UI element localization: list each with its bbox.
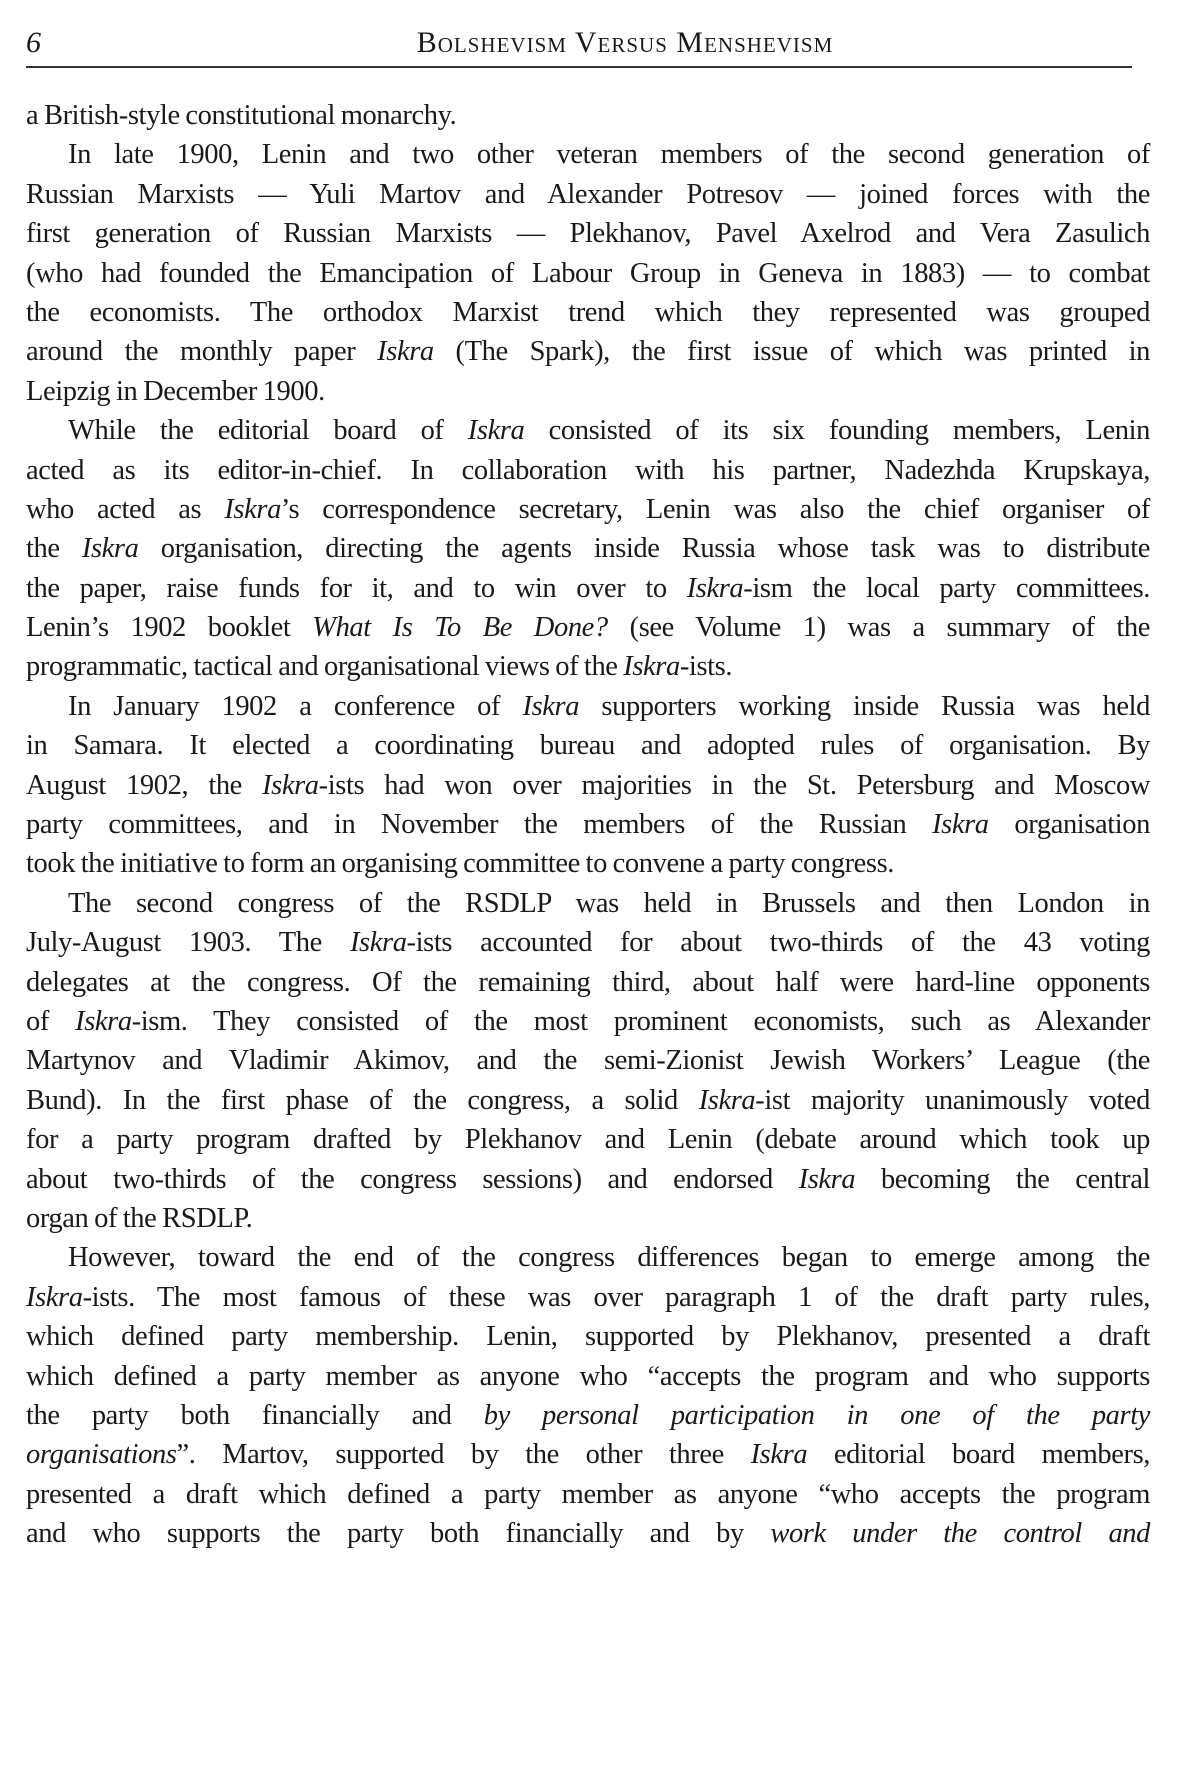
text-line: [26, 647, 1150, 686]
text-line: [26, 175, 1150, 214]
text-segment: delegates at the congress. Of the remaining third, about half were hard-line opponents: [26, 966, 1150, 998]
text-segment: Russian Marxists — Yuli Martov and Alexander Potresov — joined forces with the: [26, 178, 1150, 210]
text-line: [26, 923, 1150, 962]
text-line: [26, 844, 1150, 883]
text-segment: of: [26, 1005, 76, 1037]
text-segment: who acted as: [26, 493, 225, 525]
text-line: [26, 1120, 1150, 1159]
italic-text: work under the control and: [770, 1518, 1150, 1550]
text-segment: which defined party membership. Lenin, supported by Plekhanov, presented a draft: [26, 1321, 1150, 1353]
paragraph-first-line: [26, 1238, 1150, 1277]
text-line: [26, 529, 1150, 568]
text-line: [26, 1199, 1150, 1238]
text-segment: July-August 1903. The: [26, 927, 350, 959]
text-line: [26, 1081, 1150, 1120]
text-segment: a British-style constitutional monarchy.: [26, 100, 457, 131]
running-head: [24, 22, 1156, 64]
italic-text: Iskra: [750, 1439, 808, 1471]
text-line: [26, 1041, 1150, 1080]
text-line: [26, 805, 1150, 844]
italic-text: Iskra: [224, 493, 281, 525]
paragraph-first-line: [26, 135, 1150, 174]
text-segment: presented a draft which defined a party member as anyone “who accepts the program: [26, 1478, 1150, 1510]
text-segment: in Samara. It elected a coordinating bureau and adopted rules of organisation. By: [26, 730, 1150, 762]
text-line: [26, 1396, 1150, 1435]
text-line: [26, 332, 1150, 371]
text-line: [26, 372, 1150, 411]
text-segment: -ist majority unanimously voted: [755, 1084, 1150, 1116]
text-segment: organisation, directing the agents inside Russia whose task was to distribute: [138, 533, 1150, 565]
text-line: [26, 1435, 1150, 1474]
italic-text: Iskra: [349, 927, 407, 959]
header-rule: [26, 66, 1132, 68]
text-line: [26, 569, 1150, 608]
text-segment: about two-thirds of the congress sessions) and endorsed: [26, 1163, 799, 1195]
italic-text: Iskra: [686, 572, 744, 604]
italic-text: Iskra: [81, 533, 139, 565]
running-title: Bolshevism Versus Menshevism: [416, 26, 834, 59]
text-segment: (who had founded the Emancipation of Labour Group in Geneva in 1883) — to combat: [26, 257, 1150, 289]
paragraph-first-line: [26, 884, 1150, 923]
italic-text: Iskra: [377, 336, 434, 368]
italic-text: Iskra: [698, 1084, 756, 1116]
text-segment: -ists accounted for about two-thirds of the 43 voting: [406, 927, 1150, 959]
text-segment: the economists. The orthodox Marxist trend which they represented was grouped: [26, 296, 1150, 328]
text-line: [26, 1357, 1150, 1396]
text-line: [26, 1278, 1150, 1317]
text-segment: and who supports the party both financially and by: [26, 1518, 771, 1550]
text-line: [26, 766, 1150, 805]
italic-text: organisations: [26, 1439, 177, 1471]
text-segment: ’s correspondence secretary, Lenin was also the chief organiser of: [280, 493, 1150, 525]
italic-text: Iskra: [932, 809, 989, 841]
text-segment: organisation: [988, 809, 1150, 841]
text-segment: organ of the RSDLP.: [26, 1202, 253, 1234]
page-number: 6: [26, 26, 41, 59]
text-line: [26, 254, 1150, 293]
text-line: [26, 963, 1150, 1002]
text-segment: the paper, raise funds for it, and to win over to: [26, 572, 687, 604]
text-segment: first generation of Russian Marxists — Plekhanov, Pavel Axelrod and Vera Zasulich: [26, 218, 1150, 250]
italic-text: Iskra: [798, 1163, 856, 1195]
italic-text: by personal participation in one of the party: [483, 1399, 1150, 1431]
text-segment: took the initiative to form an organising committee to convene a party congress.: [26, 848, 895, 880]
text-segment: August 1902, the: [26, 769, 263, 801]
text-segment: the: [26, 533, 82, 565]
text-line: [26, 1002, 1150, 1041]
text-segment: acted as its editor-in-chief. In collaboration with his partner, Nadezhda Krupskaya,: [26, 454, 1150, 486]
italic-text: Iskra: [262, 769, 319, 801]
text-segment: (see Volume 1) was a summary of the: [607, 612, 1150, 644]
italic-text: Iskra: [467, 415, 525, 447]
text-line: [26, 1160, 1150, 1199]
text-segment: In January 1902 a conference of: [68, 690, 523, 722]
text-segment: The second congress of the RSDLP was held in Brussels and then London in: [68, 887, 1150, 919]
text-segment: Bund). In the first phase of the congress, a solid: [26, 1084, 699, 1116]
text-line: [26, 490, 1150, 529]
text-line: [26, 293, 1150, 332]
text-segment: which defined a party member as anyone who “accepts the program and who supports: [26, 1360, 1150, 1392]
text-segment: for a party program drafted by Plekhanov and Lenin (debate around which took up: [26, 1124, 1150, 1156]
text-segment: becoming the central: [855, 1163, 1150, 1195]
text-segment: around the monthly paper: [26, 336, 378, 368]
text-line: [26, 1475, 1150, 1514]
text-segment: -ists had won over majorities in the St. Petersburg and Moscow: [318, 769, 1151, 801]
text-line: [26, 608, 1150, 647]
text-line: [26, 214, 1150, 253]
text-line: [26, 1514, 1150, 1553]
text-line: [26, 1317, 1150, 1356]
text-segment: Martynov and Vladimir Akimov, and the semi-Zionist Jewish Workers’ League (the: [26, 1045, 1150, 1077]
paragraph-first-line: [26, 687, 1150, 726]
text-segment: programmatic, tactical and organisational views of the: [26, 651, 624, 683]
text-line: [26, 726, 1150, 765]
text-segment: -ism. They consisted of the most prominent economists, such as Alexander: [131, 1005, 1150, 1037]
body-text: [26, 96, 1150, 1553]
paragraph-first-line: [26, 411, 1150, 450]
text-segment: -ists.: [679, 651, 733, 683]
text-segment: While the editorial board of: [68, 415, 468, 447]
text-segment: supporters working inside Russia was held: [579, 690, 1150, 722]
text-segment: In late 1900, Lenin and two other veteran members of the second generation of: [68, 139, 1150, 171]
text-segment: However, toward the end of the congress differences began to emerge among the: [68, 1242, 1150, 1274]
text-segment: Leipzig in December 1900.: [26, 375, 325, 407]
text-segment: editorial board members,: [807, 1439, 1150, 1471]
italic-text: Iskra: [522, 690, 580, 722]
italic-text: Iskra: [26, 1281, 83, 1313]
text-segment: party committees, and in November the members of the Russian: [26, 809, 933, 841]
italic-text: Iskra: [623, 651, 680, 683]
text-segment: ”. Martov, supported by the other three: [176, 1439, 751, 1471]
text-segment: Lenin’s 1902 booklet: [26, 612, 313, 644]
text-segment: -ism the local party committees.: [743, 572, 1150, 604]
text-segment: (The Spark), the first issue of which was printed in: [433, 336, 1150, 368]
italic-text: Iskra: [75, 1005, 132, 1037]
text-segment: consisted of its six founding members, Lenin: [524, 415, 1150, 447]
text-segment: -ists. The most famous of these was over paragraph 1 of the draft party rules,: [82, 1281, 1150, 1313]
text-line: [26, 451, 1150, 490]
text-line: [26, 96, 1150, 135]
italic-text: What Is To Be Done?: [312, 612, 608, 644]
text-segment: the party both financially and: [26, 1399, 484, 1431]
